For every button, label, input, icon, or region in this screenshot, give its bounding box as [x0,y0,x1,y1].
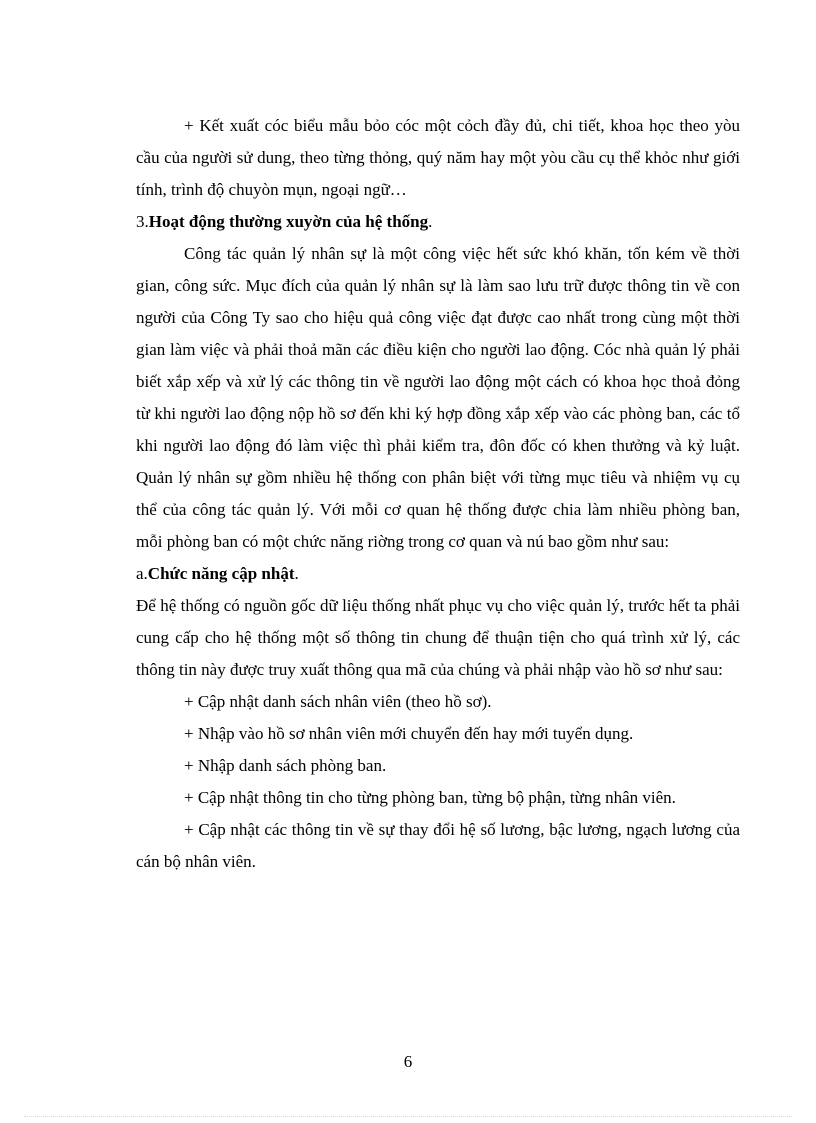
paragraph-report-export: + Kết xuất cóc biểu mẫu bỏo cóc một cỏch đầy đủ, chi tiết, khoa học theo yòu cầu của người sử dung, theo từng thỏng, quý năm hay một yòu cầu cụ thể khỏc như giới tính, trình độ chuyòn mụn, ngoại ngữ… [136,116,740,199]
paragraph-hr-management: Công tác quản lý nhân sự là một công việc hết sức khó khăn, tốn kém về thời gian, công sức. Mục đích của quản lý nhân sự là làm sao lưu trữ được thông tin về con người của Công Ty sao cho hiệu quả công việc đạt được cao nhất trong cùng một thời gian làm việc và phải thoả mãn các điều kiện cho người lao động. Cóc nhà quản lý phải biết xắp xếp và xử lý các thông tin về người lao động một cách có khoa học thoả đỏng từ khi người lao động nộp hồ sơ đến khi ký hợp đồng xắp xếp vào các phòng ban, các tổ khi người lao động đó làm việc thì phải kiểm tra, đôn đốc có khen thưởng và kỷ luật. Quản lý nhân sự gồm nhiều hệ thống con phân biệt với từng mục tiêu và nhiệm vụ cụ thể của công tác quản lý. Với mỗi cơ quan hệ thống được chia làm nhiều phòng ban, mỗi phòng ban có một chức năng riờng trong cơ quan và nú bao gồm như sau: [136,244,740,551]
subsection-heading-a [136,558,740,590]
list-item-new-employee-records: + Nhập vào hồ sơ nhân viên mới chuyển đến hay mới tuyển dụng. [184,724,634,743]
list-item-departments: + Nhập danh sách phòng ban. [184,756,387,775]
subsection-title: Chức năng cập nhật [147,564,295,583]
section-heading-3 [136,206,740,238]
page-number: 6 [403,1052,413,1071]
subsection-title-period: . [294,564,299,583]
list-item-salary-changes: + Cập nhật các thông tin về sự thay đổi hệ số lương, bậc lương, ngạch lương của cán bộ nhân viên. [136,820,740,871]
subsection-letter: a. [136,564,148,583]
section-title-period: . [428,212,433,231]
section-number: 3. [136,212,149,231]
list-item-update-employees: + Cập nhật danh sách nhân viên (theo hồ sơ). [184,692,492,711]
document-body [136,110,740,878]
paragraph-data-source: Để hệ thống có nguồn gốc dữ liệu thống nhất phục vụ cho việc quản lý, trước hết ta phải cung cấp cho hệ thống một số thông tin chung để thuận tiện cho quá trình xử lý, các thông tin này được truy xuất thông qua mã của chúng và phải nhập vào hồ sơ như sau: [136,596,740,679]
section-title: Hoạt động thường xuyờn của hệ thống [148,212,429,231]
list-item-department-info: + Cập nhật thông tin cho từng phòng ban, từng bộ phận, từng nhân viên. [184,788,676,807]
page-bottom-rule [24,1116,792,1117]
